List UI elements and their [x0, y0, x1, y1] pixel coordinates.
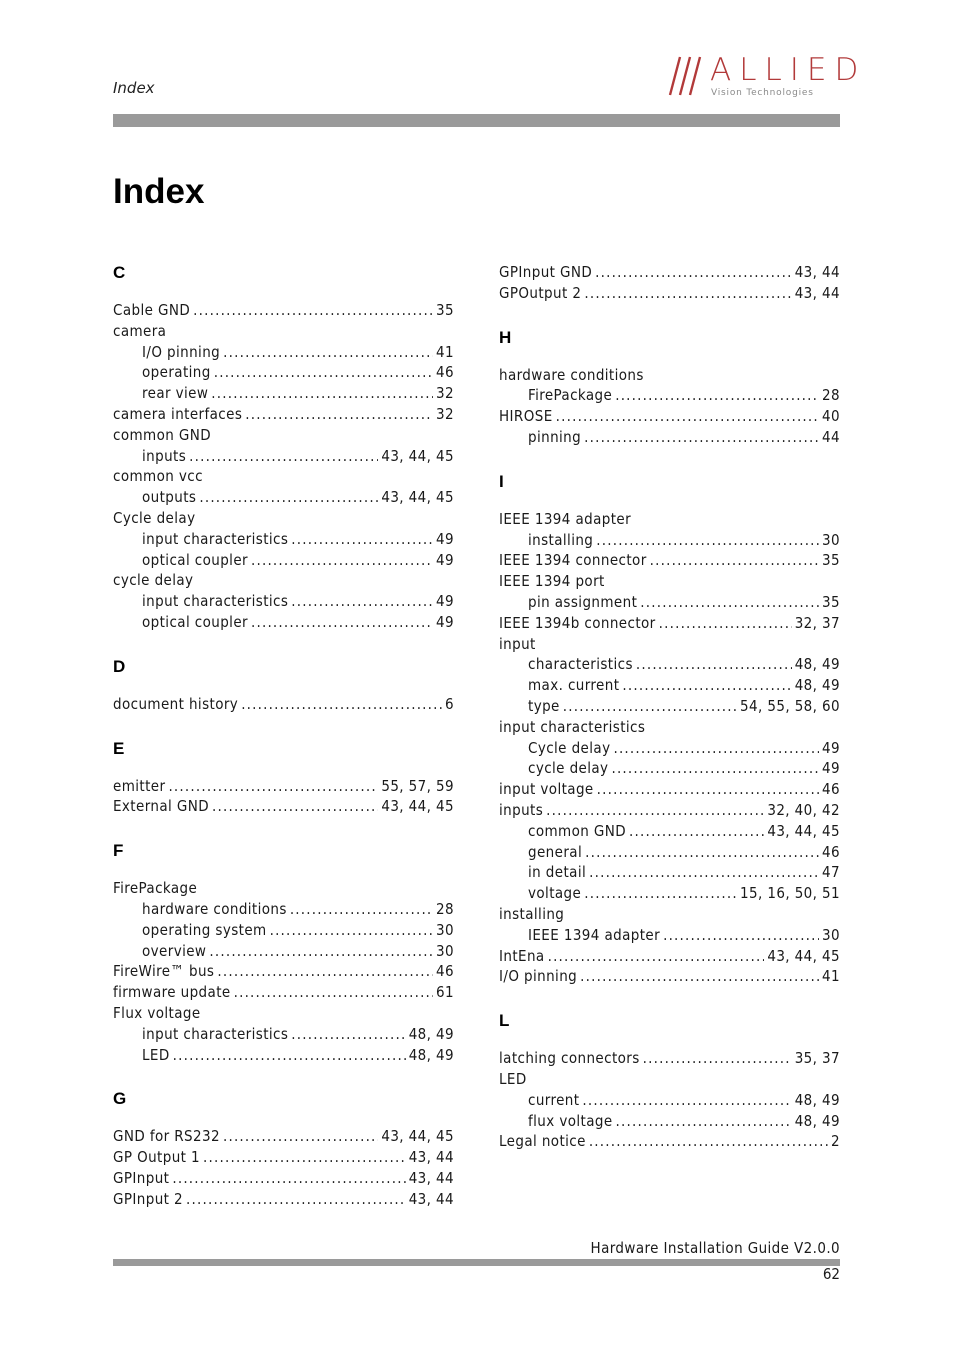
dot-leader — [290, 899, 433, 920]
index-entry — [499, 509, 840, 530]
dot-leader — [189, 446, 378, 467]
index-page-refs: 44 — [822, 427, 840, 446]
index-term: I/O pinning — [142, 342, 221, 361]
index-subentry — [499, 738, 840, 759]
index-term: GPInput — [113, 1168, 170, 1187]
index-page-refs: 28 — [822, 386, 840, 405]
dot-leader — [580, 966, 819, 987]
index-term: input characteristics — [499, 717, 646, 736]
dot-leader — [584, 883, 737, 904]
index-term: common GND — [113, 425, 212, 444]
dot-leader — [223, 1126, 378, 1147]
dot-leader — [211, 383, 433, 404]
index-term: input characteristics — [142, 529, 289, 548]
dot-leader — [597, 779, 819, 800]
dot-leader — [643, 1048, 792, 1069]
index-term: general — [528, 842, 583, 861]
index-term: characteristics — [528, 655, 633, 674]
index-subentry — [113, 529, 454, 550]
dot-leader — [199, 487, 378, 508]
index-term: Cycle delay — [113, 508, 196, 527]
index-term: GPInput GND — [499, 263, 593, 281]
index-entry — [499, 262, 840, 283]
index-entry — [499, 966, 840, 987]
index-entry — [113, 1168, 454, 1189]
dot-leader — [595, 262, 792, 283]
index-subentry — [499, 821, 840, 842]
index-term: hardware conditions — [499, 365, 644, 384]
dot-leader — [585, 842, 819, 863]
index-entry — [113, 961, 454, 982]
index-entry — [499, 406, 840, 427]
index-term: common GND — [528, 821, 627, 840]
index-page-refs: 43, 44 — [408, 1189, 454, 1208]
index-term: in detail — [528, 863, 587, 882]
dot-leader — [589, 1131, 828, 1152]
index-page-refs: 30 — [822, 925, 840, 944]
index-page-refs: 15, 16, 50, 51 — [740, 884, 840, 903]
dot-leader — [291, 591, 433, 612]
dot-leader — [186, 1189, 406, 1210]
index-term: inputs — [499, 800, 544, 819]
index-page-refs: 48, 49 — [794, 1090, 840, 1109]
index-term: IEEE 1394 adapter — [499, 509, 632, 528]
index-entry — [113, 425, 454, 446]
dot-leader — [584, 283, 791, 304]
index-term: outputs — [142, 488, 197, 507]
index-subentry — [499, 883, 840, 904]
index-page-refs: 46 — [822, 842, 840, 861]
index-entry — [499, 717, 840, 738]
index-page-refs: 28 — [436, 899, 454, 918]
dot-leader — [622, 675, 791, 696]
index-subentry — [113, 899, 454, 920]
index-page-refs: 43, 44, 45 — [381, 488, 454, 507]
index-page-refs: 49 — [822, 759, 840, 778]
index-term: IntEna — [499, 946, 545, 965]
index-page-refs: 47 — [822, 863, 840, 882]
index-entry — [113, 1189, 454, 1210]
index-term: latching connectors — [499, 1049, 640, 1068]
index-page-refs: 43, 44, 45 — [767, 946, 840, 965]
dot-leader — [214, 362, 433, 383]
index-term: type — [528, 696, 560, 715]
index-page-refs: 35, 37 — [794, 1049, 840, 1068]
index-term: optical coupler — [142, 612, 248, 631]
section-gap — [113, 1065, 454, 1084]
index-letter-heading: C — [113, 263, 126, 282]
index-term: GPInput 2 — [113, 1189, 184, 1208]
index-letter-heading: E — [113, 738, 125, 758]
index-entry — [499, 550, 840, 571]
index-page-refs: 41 — [436, 342, 454, 361]
index-entry — [499, 634, 840, 655]
index-term: cycle delay — [528, 759, 609, 778]
index-term: flux voltage — [528, 1111, 613, 1130]
index-term: current — [528, 1090, 580, 1109]
index-page-refs: 43, 44 — [408, 1148, 454, 1167]
index-page-refs: 32, 40, 42 — [767, 800, 840, 819]
dot-leader — [193, 300, 433, 321]
dot-leader — [582, 1090, 791, 1111]
index-page-refs: 35 — [436, 301, 454, 319]
dot-leader — [584, 427, 819, 448]
index-page-refs: 30 — [436, 920, 454, 939]
index-term: max. current — [528, 676, 620, 695]
index-term: I/O pinning — [499, 967, 578, 986]
index-term: IEEE 1394b connector — [499, 613, 656, 632]
dot-leader — [209, 941, 433, 962]
dot-leader — [589, 862, 819, 883]
index-term: LED — [142, 1045, 170, 1064]
index-subentry — [113, 383, 454, 404]
index-term: document history — [113, 694, 239, 713]
index-entry — [113, 796, 454, 817]
dot-leader — [596, 530, 819, 551]
index-subentry — [499, 842, 840, 863]
index-page-refs: 48, 49 — [794, 1111, 840, 1130]
index-page-refs: 43, 44, 45 — [381, 797, 454, 816]
index-term: emitter — [113, 776, 166, 795]
index-term: FirePackage — [528, 386, 613, 405]
dot-leader — [640, 592, 819, 613]
index-term: overview — [142, 941, 207, 960]
index-page-refs: 35 — [822, 551, 840, 570]
dot-leader — [168, 776, 378, 797]
index-entry — [113, 508, 454, 529]
index-subentry — [499, 862, 840, 883]
dot-leader — [636, 654, 792, 675]
dot-leader — [291, 1024, 405, 1045]
index-page-refs: 61 — [436, 983, 454, 1002]
dot-leader — [251, 550, 433, 571]
footer-document-title: Hardware Installation Guide V2.0.0 — [590, 1239, 840, 1257]
index-term: FirePackage — [113, 879, 198, 898]
index-subentry — [499, 925, 840, 946]
index-subentry — [113, 941, 454, 962]
index-letter-heading: I — [499, 471, 504, 491]
allied-logo — [668, 52, 867, 101]
dot-leader — [291, 529, 433, 550]
dot-leader — [616, 1111, 792, 1132]
index-page-refs: 43, 44 — [408, 1168, 454, 1187]
dot-leader — [234, 982, 433, 1003]
dot-leader — [203, 1147, 406, 1168]
index-entry — [499, 946, 840, 967]
index-term: rear view — [142, 384, 209, 403]
index-subentry — [113, 1045, 454, 1066]
index-subentry — [113, 487, 454, 508]
index-entry — [499, 613, 840, 634]
index-term: operating — [142, 363, 211, 382]
index-entry — [113, 321, 454, 342]
index-term: operating system — [142, 920, 267, 939]
index-column-left — [113, 262, 454, 1210]
index-letter-heading: G — [113, 1089, 127, 1109]
index-page-refs: 54, 55, 58, 60 — [740, 696, 840, 715]
index-term: GP Output 1 — [113, 1148, 201, 1167]
index-page-refs: 48, 49 — [408, 1045, 454, 1064]
index-subentry — [113, 591, 454, 612]
index-term: GPOutput 2 — [499, 283, 582, 302]
index-term: Legal notice — [499, 1132, 586, 1151]
running-header-title: Index — [113, 79, 155, 97]
index-subentry — [113, 1024, 454, 1045]
index-entry — [499, 1131, 840, 1152]
index-subentry — [499, 654, 840, 675]
index-letter-heading: D — [113, 656, 126, 676]
index-letter-heading: F — [113, 841, 124, 861]
logo-brand-text: ALLIED — [710, 52, 867, 88]
dot-leader — [212, 796, 378, 817]
index-term: camera — [113, 321, 167, 340]
index-page-refs: 46 — [822, 780, 840, 799]
dot-leader — [556, 406, 819, 427]
index-term: installing — [528, 530, 594, 549]
index-page-refs: 49 — [436, 612, 454, 631]
index-term: pinning — [528, 427, 582, 446]
dot-leader — [241, 694, 442, 715]
index-entry — [499, 365, 840, 386]
index-subentry — [113, 342, 454, 363]
dot-leader — [663, 925, 819, 946]
index-subentry — [499, 758, 840, 779]
index-entry — [113, 570, 454, 591]
index-term: IEEE 1394 connector — [499, 551, 647, 570]
index-page-refs: 32 — [436, 404, 454, 423]
dot-leader — [245, 404, 433, 425]
index-subentry — [113, 920, 454, 941]
index-term: IEEE 1394 adapter — [528, 925, 661, 944]
header-rule — [113, 114, 840, 127]
index-term: optical coupler — [142, 550, 248, 569]
index-page-refs: 43, 44, 45 — [381, 1127, 454, 1146]
index-subentry — [113, 550, 454, 571]
dot-leader — [629, 821, 764, 842]
dot-leader — [650, 550, 819, 571]
dot-leader — [223, 342, 433, 363]
dot-leader — [548, 946, 765, 967]
index-term: cycle delay — [113, 571, 194, 590]
logo-slashes-icon — [668, 55, 708, 97]
index-entry — [113, 982, 454, 1003]
dot-leader — [563, 696, 737, 717]
dot-leader — [611, 758, 819, 779]
dot-leader — [217, 961, 433, 982]
dot-leader — [615, 385, 819, 406]
index-term: External GND — [113, 797, 209, 816]
dot-leader — [546, 800, 764, 821]
index-term: FireWire™ bus — [113, 962, 215, 981]
index-term: Flux voltage — [113, 1003, 201, 1022]
index-entry — [113, 1126, 454, 1147]
dot-leader — [172, 1168, 405, 1189]
index-term: installing — [499, 904, 565, 923]
index-term: voltage — [528, 884, 582, 903]
index-page-refs: 30 — [436, 941, 454, 960]
index-entry — [499, 283, 840, 304]
index-subentry — [499, 592, 840, 613]
index-entry — [113, 300, 454, 321]
section-gap — [113, 633, 454, 652]
index-term: input voltage — [499, 780, 594, 799]
index-entry — [499, 1069, 840, 1090]
index-subentry — [499, 696, 840, 717]
section-gap — [499, 304, 840, 323]
index-page-refs: 46 — [436, 363, 454, 382]
index-subentry — [499, 1090, 840, 1111]
index-term: firmware update — [113, 983, 231, 1002]
index-term: HIROSE — [499, 407, 553, 426]
index-term: camera interfaces — [113, 404, 243, 423]
index-entry — [499, 1048, 840, 1069]
index-term: GND for RS232 — [113, 1127, 220, 1146]
page-title: Index — [113, 172, 205, 211]
index-page-refs: 40 — [822, 407, 840, 426]
index-subentry — [113, 446, 454, 467]
index-term: Cable GND — [113, 301, 191, 319]
index-subentry — [113, 612, 454, 633]
index-page-refs: 46 — [436, 962, 454, 981]
index-term: hardware conditions — [142, 899, 287, 918]
index-entry — [499, 779, 840, 800]
index-entry — [113, 1003, 454, 1024]
section-gap — [113, 817, 454, 836]
index-term: Cycle delay — [528, 738, 611, 757]
index-subentry — [499, 1111, 840, 1132]
section-gap — [499, 448, 840, 467]
index-page-refs: 43, 44, 45 — [767, 821, 840, 840]
index-term: common vcc — [113, 467, 203, 486]
index-term: input characteristics — [142, 592, 289, 611]
index-page-refs: 6 — [445, 694, 454, 713]
index-entry — [113, 466, 454, 487]
index-page-refs: 55, 57, 59 — [381, 776, 454, 795]
index-page-refs: 49 — [436, 550, 454, 569]
index-letter-heading: L — [499, 1011, 510, 1031]
dot-leader — [173, 1045, 406, 1066]
index-subentry — [113, 362, 454, 383]
index-column-right — [499, 262, 840, 1152]
index-page-refs: 35 — [822, 592, 840, 611]
dot-leader — [613, 738, 819, 759]
index-entry — [113, 1147, 454, 1168]
page-number: 62 — [822, 1265, 840, 1283]
index-entry — [499, 571, 840, 592]
index-page-refs: 30 — [822, 530, 840, 549]
index-entry — [113, 776, 454, 797]
index-subentry — [499, 675, 840, 696]
logo-tagline: Vision Technologies — [711, 88, 814, 98]
index-page-refs: 43, 44, 45 — [381, 446, 454, 465]
index-entry — [113, 404, 454, 425]
index-page-refs: 32 — [436, 384, 454, 403]
section-gap — [113, 715, 454, 734]
index-page-refs: 2 — [831, 1132, 840, 1151]
index-page-refs: 43, 44 — [794, 263, 840, 281]
index-subentry — [499, 530, 840, 551]
index-page-refs: 43, 44 — [794, 283, 840, 302]
index-subentry — [499, 427, 840, 448]
index-term: pin assignment — [528, 592, 638, 611]
index-letter-heading: H — [499, 327, 512, 347]
section-gap — [499, 987, 840, 1006]
index-term: IEEE 1394 port — [499, 572, 605, 591]
dot-leader — [251, 612, 433, 633]
index-term: LED — [499, 1069, 527, 1088]
index-page-refs: 48, 49 — [408, 1024, 454, 1043]
index-term: input characteristics — [142, 1024, 289, 1043]
index-entry — [499, 904, 840, 925]
index-entry — [113, 878, 454, 899]
index-page-refs: 49 — [436, 529, 454, 548]
dot-leader — [270, 920, 433, 941]
index-page-refs: 48, 49 — [794, 676, 840, 695]
index-page-refs: 49 — [436, 592, 454, 611]
index-page-refs: 48, 49 — [794, 655, 840, 674]
footer-rule — [113, 1259, 840, 1266]
index-page-refs: 49 — [822, 738, 840, 757]
index-entry — [499, 800, 840, 821]
index-term: input — [499, 634, 536, 653]
index-page-refs: 32, 37 — [794, 613, 840, 632]
index-subentry — [499, 385, 840, 406]
index-term: inputs — [142, 446, 187, 465]
index-entry — [113, 694, 454, 715]
dot-leader — [659, 613, 792, 634]
index-page-refs: 41 — [822, 967, 840, 986]
